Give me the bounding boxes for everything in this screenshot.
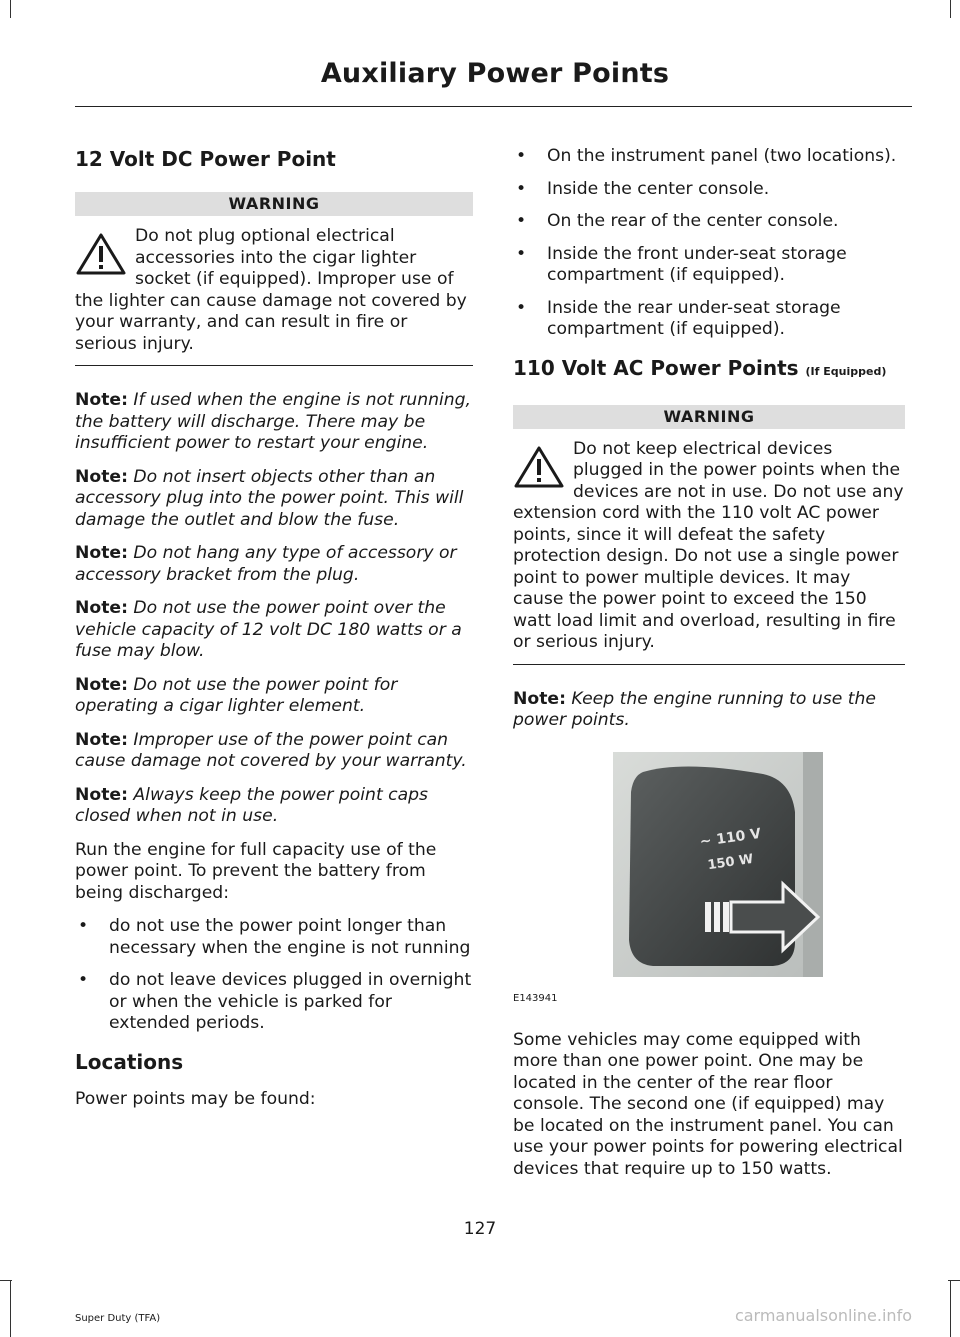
- title-divider: [75, 106, 912, 107]
- warning-box: [513, 439, 905, 665]
- locations-bullet-list: [513, 146, 905, 341]
- note-4: Note: Do not use the power point over the vehicle capacity of 12 volt DC 180 watts or a fuse may blow.: [75, 598, 462, 661]
- note-2: Note: Do not insert objects other than an accessory plug into the power point. This will damage the outlet and blow the fuse.: [75, 466, 464, 530]
- list-item: • Inside the center console.: [513, 179, 905, 201]
- section-heading-110v: 110 Volt AC Power Points (If Equipped): [513, 355, 887, 380]
- list-item: • do not use the power point longer than necessary when the engine is not running: [75, 916, 473, 959]
- outlet-voltage-label: ~ 110 V: [698, 825, 763, 850]
- warning-triangle-icon: [513, 445, 565, 489]
- power-outlet-illustration: [613, 752, 823, 977]
- note: Note: Keep the engine running to use the power points.: [513, 688, 876, 730]
- power-outlet-figure: [513, 752, 905, 1012]
- note-3: Note: Do not hang any type of accessory or accessory bracket from the plug.: [75, 543, 457, 585]
- footer-model: Super Duty (TFA): [75, 1313, 161, 1324]
- page-title: Auxiliary Power Points: [320, 58, 670, 89]
- warning-triangle-icon: [75, 232, 127, 276]
- crop-mark-top-right: [950, 0, 951, 18]
- warning-text: Do not plug optional electrical accessories into the cigar lighter socket (if equipped). Improper use of the lighter can cause damage not covered by your warranty, and can result in fire or serious injury.: [75, 226, 467, 354]
- crop-mark-bottom-right: [950, 1280, 951, 1337]
- locations-intro: Power points may be found:: [75, 1088, 316, 1109]
- list-item: • do not leave devices plugged in overnight or when the vehicle is parked for extended periods.: [75, 970, 473, 1035]
- crop-mark-bottom-left: [10, 1280, 11, 1337]
- warning-divider: [75, 365, 473, 366]
- list-item: • On the rear of the center console.: [513, 211, 905, 233]
- crop-mark-top-left: [10, 0, 11, 18]
- watermark: carmanualsonline.info: [734, 1306, 912, 1325]
- list-item: • On the instrument panel (two locations).: [513, 146, 905, 168]
- warning-divider: [513, 664, 905, 665]
- section-heading-locations: Locations: [75, 1049, 184, 1074]
- note-1: Note: If used when the engine is not running, the battery will discharge. There may be insufficient power to restart your engine.: [75, 390, 472, 453]
- closing-paragraph: Some vehicles may come equipped with more than one power point. One may be located in the center of the rear floor console. The second one (if equipped) may be located on the instrument panel. You can use your power points for powering electrical devices that require up to 150 watts.: [513, 1029, 903, 1179]
- warning-header: WARNING: [75, 192, 473, 216]
- right-column: [513, 146, 905, 1192]
- note-7: Note: Always keep the power point caps closed when not in use.: [75, 784, 429, 826]
- section-heading-12v: 12 Volt DC Power Point: [75, 147, 336, 171]
- note-5: Note: Do not use the power point for operating a cigar lighter element.: [75, 674, 398, 716]
- run-engine-paragraph: Run the engine for full capacity use of the power point. To prevent the battery from being discharged:: [75, 839, 437, 903]
- warning-text: Do not keep electrical devices plugged in the power points when the devices are not in use. Do not use any extension cord with the 110 volt AC power points, since it will defeat the safety protection design. Do not use a single power point to power multiple devices. It may cause the power point to exceed the 150 watt load limit and overload, resulting in fire or serious injury.: [513, 438, 904, 652]
- crop-mark-bottom-right-h: [948, 1280, 960, 1281]
- left-column: [75, 146, 473, 1122]
- warning-box: [75, 226, 473, 366]
- list-item: • Inside the front under-seat storage compartment (if equipped).: [513, 244, 905, 287]
- list-item: • Inside the rear under-seat storage compartment (if equipped).: [513, 298, 905, 341]
- figure-id: E143941: [513, 993, 558, 1004]
- outlet-wattage-label: 150 W: [706, 851, 755, 873]
- page-number: 127: [463, 1219, 497, 1239]
- warning-header: WARNING: [513, 405, 905, 429]
- note-6: Note: Improper use of the power point can cause damage not covered by your warranty.: [75, 729, 467, 771]
- crop-mark-bottom-left-h: [0, 1280, 12, 1281]
- discharge-bullet-list: [75, 916, 473, 1035]
